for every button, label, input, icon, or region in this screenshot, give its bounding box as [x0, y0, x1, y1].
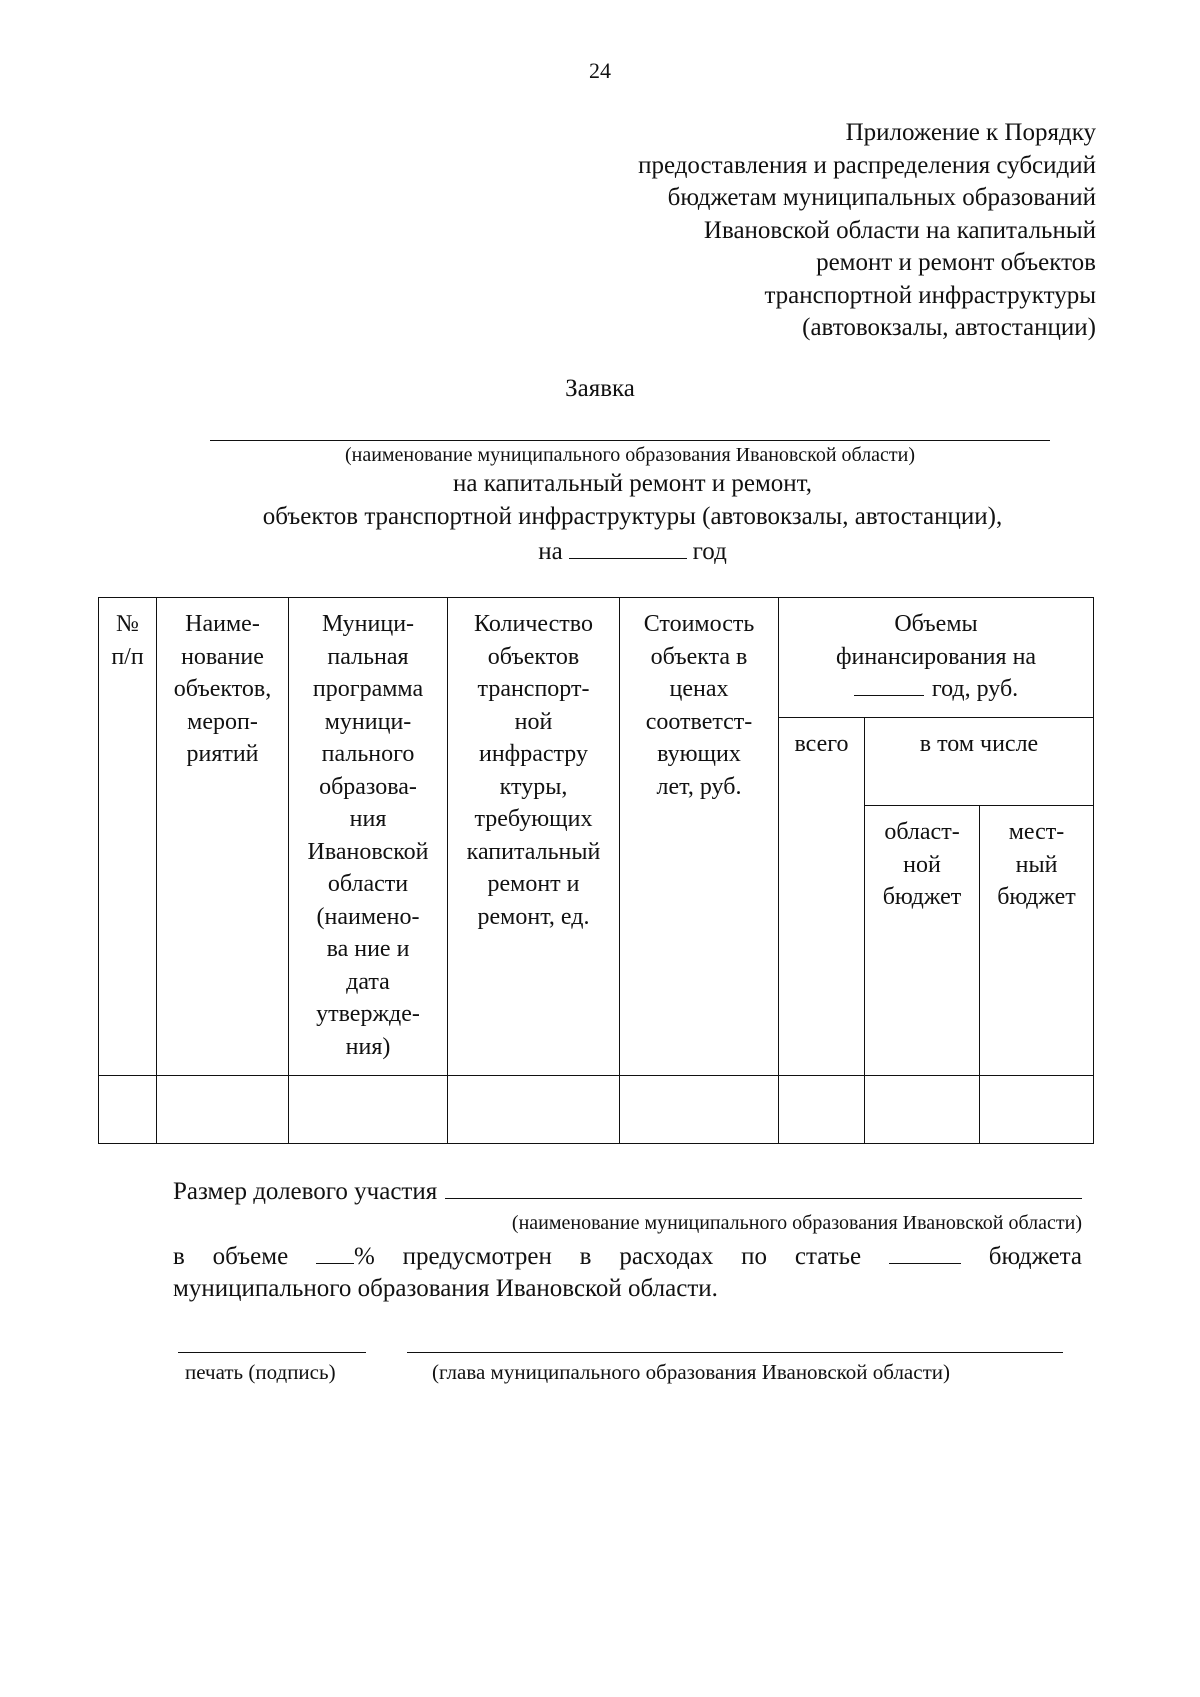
appendix-line: Ивановской области на капитальный: [703, 216, 1096, 244]
year-suffix: год: [692, 538, 727, 565]
header-text: дата: [346, 968, 390, 995]
header-funding-volume: [779, 598, 1094, 718]
header-text: объектов: [487, 643, 580, 670]
application-table: [98, 597, 1094, 1144]
word: в: [579, 1243, 592, 1270]
share-line-1: [173, 1176, 1082, 1208]
table-row: [99, 1076, 1094, 1144]
header-text: ния): [345, 1033, 391, 1060]
appendix-line: предоставления и распределения субсидий: [638, 151, 1096, 179]
header-text: транспорт-: [477, 676, 590, 702]
page-number: 24: [589, 58, 611, 83]
share-caption: (наименование муниципального образования Ивановской области): [511, 1212, 1082, 1234]
header-text: инфрастру: [478, 741, 588, 767]
word: в: [173, 1243, 185, 1270]
header-text: бюджет: [997, 884, 1076, 910]
table-cell[interactable]: [865, 1076, 980, 1144]
share-paragraph: [173, 1176, 1082, 1208]
header-text: утвержде-: [316, 1001, 420, 1027]
header-text: объекта в: [650, 643, 748, 670]
header-text: ной: [903, 851, 941, 878]
header-text: ремонт, ед.: [477, 903, 590, 930]
share-line-3: муниципального образования Ивановской области.: [173, 1275, 718, 1302]
subtitle-line-2: объектов транспортной инфраструктуры (автовокзалы, автостанции),: [262, 503, 1003, 530]
table-cell[interactable]: [448, 1076, 620, 1144]
table-cell[interactable]: [779, 1076, 865, 1144]
budget-article-blank[interactable]: [889, 1241, 961, 1264]
document-title: Заявка: [565, 375, 635, 402]
appendix-line: Приложение к Порядку: [845, 119, 1096, 146]
subtitle-line-1: на капитальный ремонт и ремонт,: [453, 470, 812, 497]
appendix-line: транспортной инфраструктуры: [764, 281, 1096, 309]
appendix-line: бюджетам муниципальных образований: [667, 184, 1096, 211]
table-cell[interactable]: [157, 1076, 289, 1144]
year-blank-field[interactable]: [569, 536, 687, 559]
header-text: ремонт и: [487, 871, 580, 897]
seal-signature-line[interactable]: [178, 1352, 366, 1353]
word: предусмотрен: [402, 1243, 552, 1270]
applicant-caption: (наименование муниципального образования Ивановской области): [344, 444, 916, 466]
percent-group: [316, 1241, 375, 1273]
appendix-header: [476, 117, 1096, 345]
header-local-budget: [980, 806, 1094, 1076]
header-text: Объемы: [894, 611, 978, 637]
header-text: нование: [181, 643, 264, 670]
header-regional-budget: [865, 806, 980, 1076]
appendix-line: (автовокзалы, автостанции): [802, 314, 1096, 341]
percent-blank[interactable]: [316, 1241, 354, 1264]
header-text: пального: [321, 741, 415, 767]
header-text: Ивановской: [307, 838, 429, 865]
header-text: ва ние и: [326, 936, 410, 962]
header-municipal-program: [289, 598, 448, 1076]
appendix-line: ремонт и ремонт объектов: [816, 249, 1096, 276]
seal-signature-caption: печать (подпись): [185, 1360, 336, 1384]
header-text: №: [116, 611, 139, 637]
year-prefix: на: [538, 538, 563, 565]
header-funding-year-line: [781, 673, 1091, 706]
share-line-2: [173, 1241, 1082, 1273]
header-text: вующих: [657, 741, 741, 767]
header-text: пальная: [327, 643, 409, 670]
header-text: образова-: [319, 773, 417, 800]
header-including: в том числе: [865, 718, 1094, 806]
header-text: ценах: [669, 676, 729, 702]
header-text: ктуры,: [499, 773, 568, 800]
header-text: объектов,: [173, 676, 272, 702]
header-text: мест-: [1008, 819, 1065, 845]
header-text: п/п: [111, 643, 144, 670]
header-num: [99, 598, 157, 1076]
header-text: (наимено-: [316, 903, 420, 930]
share-municipality-blank[interactable]: [445, 1176, 1082, 1199]
header-text: риятий: [186, 741, 259, 767]
share-label: Размер долевого участия: [173, 1178, 438, 1205]
word: расходах: [619, 1243, 714, 1270]
head-signature-line[interactable]: [407, 1352, 1063, 1353]
header-text: ной: [514, 708, 553, 735]
header-text: област-: [884, 819, 960, 845]
share-paragraph-body: [173, 1241, 1082, 1305]
header-text: ния: [349, 806, 387, 832]
table-cell[interactable]: [289, 1076, 448, 1144]
header-text: программа: [312, 676, 424, 702]
header-text: муници-: [324, 708, 412, 735]
header-text: капитальный: [466, 838, 601, 865]
header-text: финансирования на: [835, 643, 1037, 670]
header-object-count: [448, 598, 620, 1076]
funding-year-blank[interactable]: [854, 673, 924, 696]
word: бюджета: [988, 1243, 1082, 1270]
header-object-cost: [620, 598, 779, 1076]
percent-sign: %: [354, 1243, 375, 1270]
header-total: всего: [779, 718, 865, 1076]
table-cell[interactable]: [980, 1076, 1094, 1144]
header-text: мероп-: [187, 708, 258, 735]
word: по: [741, 1243, 768, 1270]
header-text: Количество: [474, 611, 593, 637]
word: объеме: [212, 1243, 289, 1270]
header-text: год, руб.: [931, 676, 1019, 702]
header-text: ный: [1015, 851, 1058, 878]
word: статье: [794, 1243, 862, 1270]
header-text: Наиме-: [185, 611, 260, 637]
header-text: бюджет: [882, 884, 962, 910]
header-text: области: [327, 871, 409, 897]
header-text: требующих: [474, 806, 593, 832]
header-text: Муници-: [321, 611, 415, 637]
applicant-name-line[interactable]: [210, 440, 1050, 441]
head-signature-caption: (глава муниципального образования Ивановской области): [432, 1360, 950, 1384]
table-cell[interactable]: [620, 1076, 779, 1144]
subtitle-year-line: [0, 536, 1200, 566]
header-text: лет, руб.: [656, 773, 742, 800]
table-cell[interactable]: [99, 1076, 157, 1144]
header-object-name: [157, 598, 289, 1076]
header-text: соответст-: [645, 708, 753, 735]
header-text: Стоимость: [643, 611, 755, 637]
